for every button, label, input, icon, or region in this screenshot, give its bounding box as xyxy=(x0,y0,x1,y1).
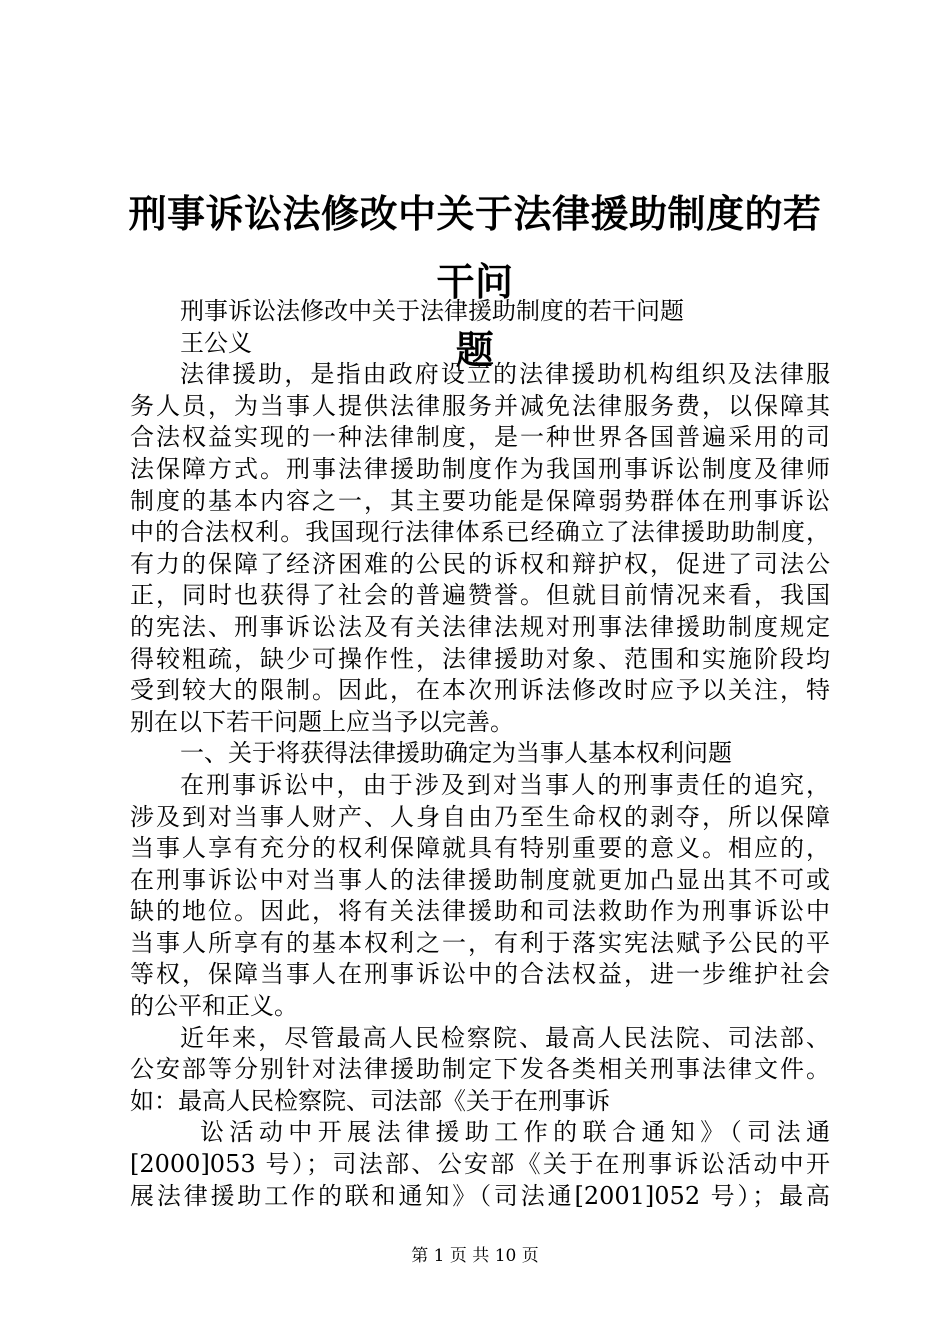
paragraph-line: 展法律援助工作的联和通知》（司法通[2001]052 号）；最高 xyxy=(130,1181,830,1210)
paragraph-line: 别在以下若干问题上应当予以完善。 xyxy=(130,707,514,736)
paragraph-line: 公安部等分别针对法律援助制定下发各类相关刑事法律文件。 xyxy=(130,1055,830,1084)
title-line-2: 题 xyxy=(455,328,495,372)
paragraph-line: 近年来，尽管最高人民检察院、最高人民法院、司法部、 xyxy=(180,1023,830,1052)
paragraph-line: 得较粗疏，缺少可操作性，法律援助对象、范围和实施阶段均 xyxy=(130,644,830,673)
paragraph-line: 制度的基本内容之一，其主要功能是保障弱势群体在刑事诉讼 xyxy=(130,486,830,515)
page-footer xyxy=(0,1241,950,1266)
section-heading: 一、关于将获得法律援助确定为当事人基本权利问题 xyxy=(180,739,732,768)
paragraph-line: 中的合法权利。我国现行法律体系已经确立了法律援助助制度， xyxy=(130,518,830,547)
paragraph-line: 法保障方式。刑事法律援助制度作为我国刑事诉讼制度及律师 xyxy=(130,454,830,483)
paragraph-line: 受到较大的限制。因此，在本次刑诉法修改时应予以关注，特 xyxy=(130,676,830,705)
paragraph-line: 正，同时也获得了社会的普遍赞誉。但就目前情况来看，我国 xyxy=(130,581,830,610)
paragraph-line: 在刑事诉讼中对当事人的法律援助制度就更加凸显出其不可或 xyxy=(130,865,830,894)
paragraph-line: 当事人享有充分的权利保障就具有特别重要的意义。相应的， xyxy=(130,834,830,863)
document-body xyxy=(130,296,830,1212)
paragraph-line: 当事人所享有的基本权利之一，有利于落实宪法赋予公民的平 xyxy=(130,928,830,957)
paragraph-line: 讼活动中开展法律援助工作的联合通知》（司法通 xyxy=(200,1118,830,1147)
paragraph-line: 在刑事诉讼中，由于涉及到对当事人的刑事责任的追究， xyxy=(180,770,830,799)
paragraph-line: 务人员，为当事人提供法律服务并减免法律服务费，以保障其 xyxy=(130,391,830,420)
paragraph-line: 的宪法、刑事诉讼法及有关法律法规对刑事法律援助制度规定 xyxy=(130,612,830,641)
paragraph-line: 如：最高人民检察院、司法部《关于在刑事诉 xyxy=(130,1086,610,1115)
title-line-1: 刑事诉讼法修改中关于法律援助制度的若干问 xyxy=(128,192,822,304)
page-number: 第 1 页 共 10 页 xyxy=(411,1246,539,1266)
subtitle-line: 刑事诉讼法修改中关于法律援助制度的若干问题 xyxy=(180,297,684,325)
paragraph-line: 有力的保障了经济困难的公民的诉权和辩护权，促进了司法公 xyxy=(130,549,830,578)
paragraph-line: 涉及到对当事人财产、人身自由乃至生命权的剥夺，所以保障 xyxy=(130,802,830,831)
author-line: 王公义 xyxy=(180,328,252,357)
paragraph-line: 的公平和正义。 xyxy=(130,992,298,1021)
paragraph-line: [2000]053 号）；司法部、公安部《关于在刑事诉讼活动中开 xyxy=(130,1150,830,1179)
paragraph-line: 缺的地位。因此，将有关法律援助和司法救助作为刑事诉讼中 xyxy=(130,897,830,926)
paragraph-line: 合法权益实现的一种法律制度，是一种世界各国普遍采用的司 xyxy=(130,423,830,452)
paragraph-line: 法律援助，是指由政府设立的法律援助机构组织及法律服 xyxy=(180,360,830,389)
paragraph-line: 等权，保障当事人在刑事诉讼中的合法权益，进一步维护社会 xyxy=(130,960,830,989)
